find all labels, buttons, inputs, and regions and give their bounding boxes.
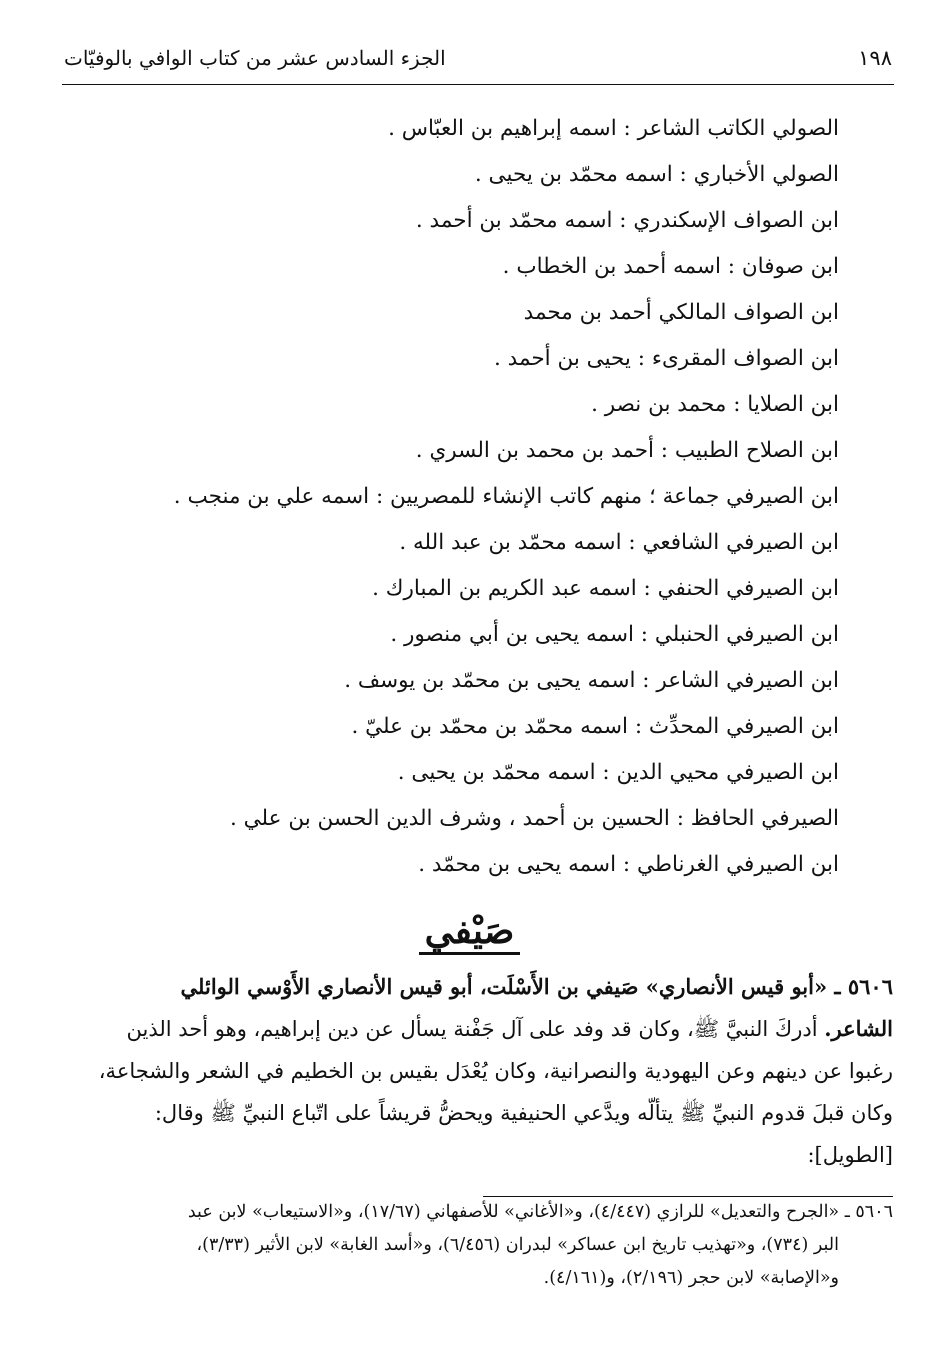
page-header [62,40,894,85]
section-heading [0,906,939,956]
running-title: الجزء السادس عشر من كتاب الوافي بالوفيّات [64,46,446,70]
bio-line: رغبوا عن دينهم وعن اليهودية والنصرانية، وكان يُعْدَل بقيس بن الخطيم في الشعر والشجاعة، [98,1059,893,1083]
cross-reference-list [59,106,839,888]
list-item: ابن الصيرفي جماعة ؛ منهم كاتب الإنشاء للمصريين : اسمه علي بن منجب . [173,484,839,509]
list-item: ابن الصيرفي الغرناطي : اسمه يحيى بن محمّد . [418,852,839,877]
list-item: ابن صوفان : اسمه أحمد بن الخطاب . [502,254,839,279]
list-item: ابن الصيرفي الحنبلي : اسمه يحيى بن أبي منصور . [390,622,839,647]
biography-entry [62,966,893,1176]
list-item: ابن الصيرفي الشاعر : اسمه يحيى بن محمّد بن يوسف . [344,668,839,693]
bio-line [62,1008,893,1050]
bio-text: أدركَ النبيَّ ﷺ، وكان قد وفد على آل جَفْنة يسأل عن دين إبراهيم، وهو أحد الذين [126,1017,825,1041]
bio-line: [الطويل]: [807,1143,893,1167]
list-item: ابن الصواف الإسكندري : اسمه محمّد بن أحمد . [415,208,839,233]
list-item: ابن الصلايا : محمد بن نصر . [591,392,839,417]
list-item: ابن الصيرفي محيي الدين : اسمه محمّد بن يحيى . [397,760,839,785]
list-item: ابن الصيرفي الحنفي : اسمه عبد الكريم بن المبارك . [372,576,839,601]
list-item: الصولي الأخباري : اسمه محمّد بن يحيى . [474,162,839,187]
list-item: ابن الصواف المالكي أحمد بن محمد [523,300,839,325]
entry-title-line: ٥٦٠٦ ـ «أبو قيس الأنصاري» صَيفي بن الأَسْلَت، أبو قيس الأنصاري الأَوْسي الوائلي [180,974,893,999]
section-heading-text: صَيْفي [419,910,521,955]
list-item: ابن الصيرفي الشافعي : اسمه محمّد بن عبد الله . [399,530,839,555]
page-number: ١٩٨ [858,46,892,70]
entry-title-end: الشاعر. [824,1016,893,1041]
list-item: الصيرفي الحافظ : الحسين بن أحمد ، وشرف الدين الحسن بن علي . [229,806,839,831]
bio-line: وكان قبلَ قدوم النبيِّ ﷺ يتألّه ويدَّعي الحنيفية ويحضُّ قريشاً على اتّباع النبيِّ ﷺ وقال: [154,1101,893,1125]
footnote [62,1196,893,1295]
footnote-line: و«الإصابة» لابن حجر (٢/١٩٦)، و(٤/١٦١). [543,1268,839,1288]
list-item: ابن الصيرفي المحدِّث : اسمه محمّد بن محمّد بن عليّ . [351,714,839,739]
list-item: ابن الصواف المقرىء : يحيى بن أحمد . [493,346,839,371]
footnote-line: البر (٧٣٤)، و«تهذيب تاريخ ابن عساكر» لبدران (٦/٤٥٦)، و«أسد الغابة» لابن الأثير (٣/٣٣)، [196,1235,839,1255]
list-item: ابن الصلاح الطبيب : أحمد بن محمد بن السري . [415,438,839,463]
list-item: الصولي الكاتب الشاعر : اسمه إبراهيم بن العبّاس . [388,116,839,141]
footnote-line: ٥٦٠٦ ـ «الجرح والتعديل» للرازي (٤/٤٤٧)، و«الأغاني» للأصفهاني (١٧/٦٧)، و«الاستيعاب» لابن عبد [187,1202,893,1222]
